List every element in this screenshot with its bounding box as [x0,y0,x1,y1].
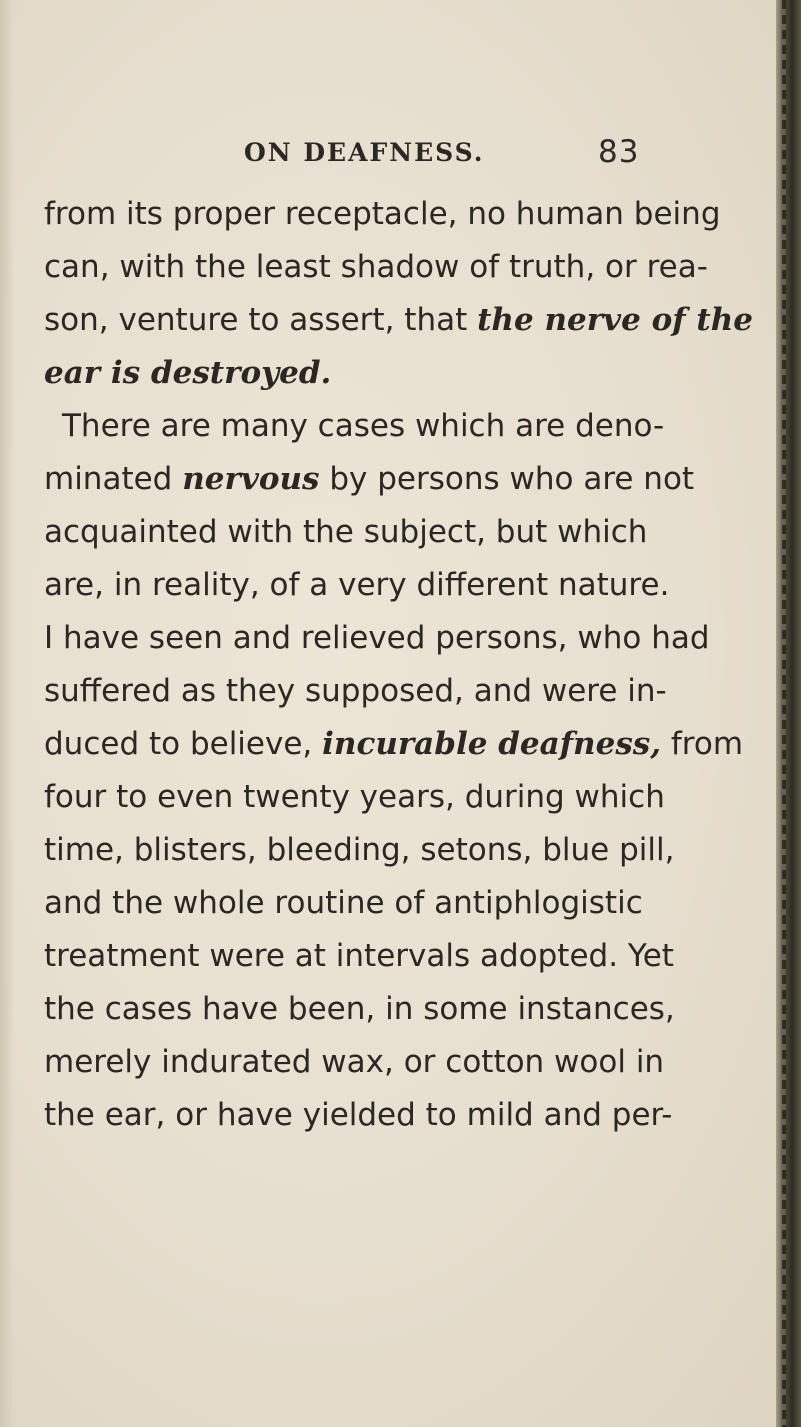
book-binding-edge [776,0,801,1427]
running-head: ON DEAFNESS. [244,138,485,167]
text-line: I have seen and relieved persons, who had [44,620,710,656]
text-line: from its proper receptacle, no human being [44,196,721,232]
text-line [44,347,764,400]
body-text [44,188,764,1142]
paragraph-start-line: There are many cases which are deno- [62,408,665,444]
text-line: the ear, or have yielded to mild and per- [44,1097,673,1133]
text-line: minated nervous by persons who are not [44,461,695,497]
page-header [0,134,801,174]
text-line: treatment were at intervals adopted. Yet [44,938,674,974]
page-left-shadow [0,0,14,1427]
text-line: can, with the least shadow of truth, or rea- [44,249,708,285]
text-line: merely indurated wax, or cotton wool in [44,1044,665,1080]
page-number: 83 [598,134,640,170]
italic-phrase: the nerve of the [477,302,753,338]
text-line: time, blisters, bleeding, setons, blue pill, [44,832,675,868]
text-line: are, in reality, of a very different nature. [44,567,670,603]
text-line: duced to believe, incurable deafness, from [44,726,744,762]
text-line: and the whole routine of antiphlogistic [44,885,643,921]
italic-phrase: nervous [182,461,320,497]
text-line: suffered as they supposed, and were in- [44,673,667,709]
text-line: son, venture to assert, that the nerve of the [44,302,753,338]
italic-phrase: ear is destroyed. [44,355,332,391]
text-line: acquainted with the subject, but which [44,514,648,550]
italic-phrase: incurable deafness, [322,726,662,762]
text-line: four to even twenty years, during which [44,779,665,815]
text-line: the cases have been, in some instances, [44,991,675,1027]
